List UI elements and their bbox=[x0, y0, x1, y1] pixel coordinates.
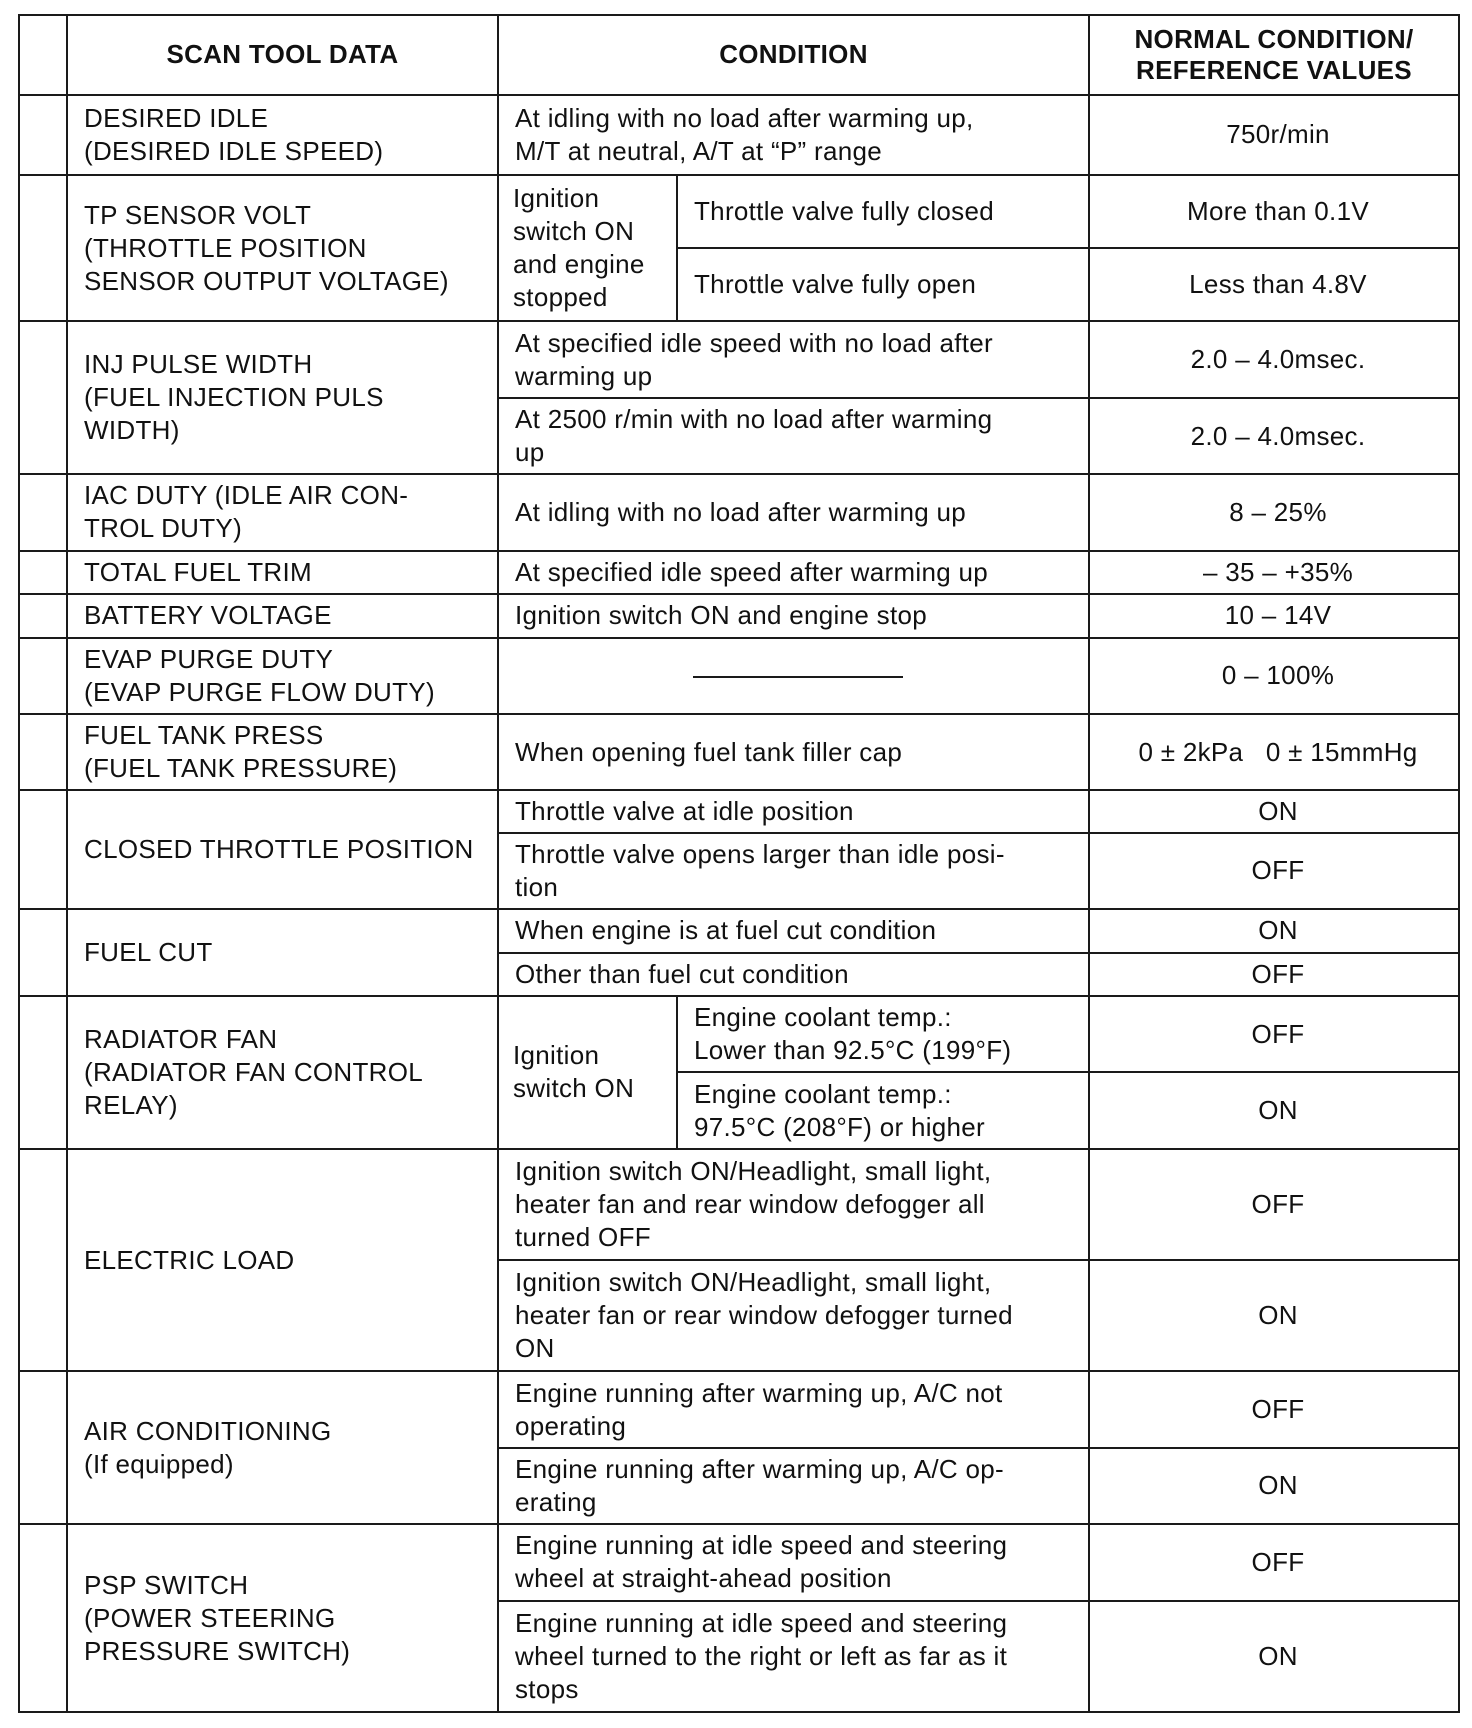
table-row bbox=[19, 638, 1459, 714]
row-marker-cell bbox=[19, 474, 67, 550]
table-row bbox=[19, 175, 1459, 248]
total-fuel-trim-condition: At specified idle speed after warming up bbox=[498, 551, 1089, 594]
closed-throttle-value-1: ON bbox=[1089, 790, 1459, 832]
air-conditioning-condition-1: Engine running after warming up, A/C not operating bbox=[498, 1371, 1089, 1447]
row-marker-cell bbox=[19, 321, 67, 474]
psp-switch-value-2: ON bbox=[1089, 1601, 1459, 1712]
radiator-fan-label: RADIATOR FAN (RADIATOR FAN CONTROL RELAY) bbox=[67, 996, 498, 1149]
row-marker-cell bbox=[19, 1149, 67, 1372]
tp-sensor-value-1: More than 0.1V bbox=[1089, 175, 1459, 248]
table-header-row bbox=[19, 15, 1459, 95]
inj-pulse-value-2: 2.0 – 4.0msec. bbox=[1089, 398, 1459, 474]
table-row bbox=[19, 551, 1459, 594]
air-conditioning-condition-2: Engine running after warming up, A/C op- erating bbox=[498, 1448, 1089, 1524]
tp-sensor-group-condition: Ignition switch ON and engine stopped bbox=[498, 175, 677, 321]
closed-throttle-condition-1: Throttle valve at idle position bbox=[498, 790, 1089, 832]
evap-purge-label: EVAP PURGE DUTY (EVAP PURGE FLOW DUTY) bbox=[67, 638, 498, 714]
air-conditioning-value-2: ON bbox=[1089, 1448, 1459, 1524]
row-marker-cell bbox=[19, 909, 67, 996]
inj-pulse-condition-2: At 2500 r/min with no load after warming up bbox=[498, 398, 1089, 474]
electric-load-label: ELECTRIC LOAD bbox=[67, 1149, 498, 1372]
electric-load-condition-2: Ignition switch ON/Headlight, small light, heater fan or rear window defogger turned ON bbox=[498, 1260, 1089, 1371]
row-marker-cell bbox=[19, 95, 67, 176]
desired-idle-label: DESIRED IDLE (DESIRED IDLE SPEED) bbox=[67, 95, 498, 176]
iac-duty-label: IAC DUTY (IDLE AIR CON- TROL DUTY) bbox=[67, 474, 498, 550]
radiator-fan-group-condition: Ignition switch ON bbox=[498, 996, 677, 1149]
scan-tool-data-table bbox=[18, 14, 1460, 1713]
table-row bbox=[19, 714, 1459, 790]
air-conditioning-label: AIR CONDITIONING (If equipped) bbox=[67, 1371, 498, 1524]
reference-values-header: NORMAL CONDITION/ REFERENCE VALUES bbox=[1089, 15, 1459, 95]
psp-switch-value-1: OFF bbox=[1089, 1524, 1459, 1600]
fuel-tank-press-condition: When opening fuel tank filler cap bbox=[498, 714, 1089, 790]
electric-load-value-2: ON bbox=[1089, 1260, 1459, 1371]
psp-switch-condition-2: Engine running at idle speed and steering wheel turned to the right or left as far as it stops bbox=[498, 1601, 1089, 1712]
row-marker-cell bbox=[19, 1371, 67, 1524]
inj-pulse-label: INJ PULSE WIDTH (FUEL INJECTION PULS WIDTH) bbox=[67, 321, 498, 474]
fuel-cut-condition-1: When engine is at fuel cut condition bbox=[498, 909, 1089, 952]
table-row bbox=[19, 95, 1459, 176]
battery-voltage-label: BATTERY VOLTAGE bbox=[67, 594, 498, 637]
table-row bbox=[19, 790, 1459, 832]
table-row bbox=[19, 909, 1459, 952]
no-condition-dash bbox=[693, 676, 903, 678]
evap-purge-condition bbox=[498, 638, 1089, 714]
tp-sensor-condition-2: Throttle valve fully open bbox=[677, 248, 1089, 321]
fuel-tank-press-label: FUEL TANK PRESS (FUEL TANK PRESSURE) bbox=[67, 714, 498, 790]
table-row bbox=[19, 996, 1459, 1072]
radiator-fan-value-2: ON bbox=[1089, 1072, 1459, 1148]
row-marker-cell bbox=[19, 1524, 67, 1712]
radiator-fan-value-1: OFF bbox=[1089, 996, 1459, 1072]
table-row bbox=[19, 1524, 1459, 1600]
total-fuel-trim-label: TOTAL FUEL TRIM bbox=[67, 551, 498, 594]
iac-duty-condition: At idling with no load after warming up bbox=[498, 474, 1089, 550]
row-marker-cell bbox=[19, 790, 67, 909]
tp-sensor-value-2: Less than 4.8V bbox=[1089, 248, 1459, 321]
table-row bbox=[19, 474, 1459, 550]
table-row bbox=[19, 1149, 1459, 1260]
psp-switch-label: PSP SWITCH (POWER STEERING PRESSURE SWITCH) bbox=[67, 1524, 498, 1712]
closed-throttle-condition-2: Throttle valve opens larger than idle posi- tion bbox=[498, 833, 1089, 909]
table-row bbox=[19, 321, 1459, 397]
fuel-cut-value-2: OFF bbox=[1089, 953, 1459, 996]
fuel-cut-label: FUEL CUT bbox=[67, 909, 498, 996]
condition-header: CONDITION bbox=[498, 15, 1089, 95]
inj-pulse-condition-1: At specified idle speed with no load after warming up bbox=[498, 321, 1089, 397]
row-marker-cell bbox=[19, 551, 67, 594]
fuel-tank-press-value: 0 ± 2kPa 0 ± 15mmHg bbox=[1089, 714, 1459, 790]
desired-idle-value: 750r/min bbox=[1089, 95, 1459, 176]
evap-purge-value: 0 – 100% bbox=[1089, 638, 1459, 714]
air-conditioning-value-1: OFF bbox=[1089, 1371, 1459, 1447]
electric-load-condition-1: Ignition switch ON/Headlight, small light, heater fan and rear window defogger all turned OFF bbox=[498, 1149, 1089, 1260]
row-marker-cell bbox=[19, 996, 67, 1149]
iac-duty-value: 8 – 25% bbox=[1089, 474, 1459, 550]
row-marker-cell bbox=[19, 175, 67, 321]
total-fuel-trim-value: – 35 – +35% bbox=[1089, 551, 1459, 594]
psp-switch-condition-1: Engine running at idle speed and steering wheel at straight-ahead position bbox=[498, 1524, 1089, 1600]
fuel-cut-value-1: ON bbox=[1089, 909, 1459, 952]
tp-sensor-condition-1: Throttle valve fully closed bbox=[677, 175, 1089, 248]
radiator-fan-condition-1: Engine coolant temp.: Lower than 92.5°C (199°F) bbox=[677, 996, 1089, 1072]
row-marker-cell bbox=[19, 594, 67, 637]
table-row bbox=[19, 1371, 1459, 1447]
closed-throttle-label: CLOSED THROTTLE POSITION bbox=[67, 790, 498, 909]
marker-header-cell bbox=[19, 15, 67, 95]
row-marker-cell bbox=[19, 638, 67, 714]
battery-voltage-value: 10 – 14V bbox=[1089, 594, 1459, 637]
row-marker-cell bbox=[19, 714, 67, 790]
tp-sensor-label: TP SENSOR VOLT (THROTTLE POSITION SENSOR OUTPUT VOLTAGE) bbox=[67, 175, 498, 321]
inj-pulse-value-1: 2.0 – 4.0msec. bbox=[1089, 321, 1459, 397]
electric-load-value-1: OFF bbox=[1089, 1149, 1459, 1260]
scan-tool-data-header: SCAN TOOL DATA bbox=[67, 15, 498, 95]
desired-idle-condition: At idling with no load after warming up, M/T at neutral, A/T at “P” range bbox=[498, 95, 1089, 176]
radiator-fan-condition-2: Engine coolant temp.: 97.5°C (208°F) or higher bbox=[677, 1072, 1089, 1148]
fuel-cut-condition-2: Other than fuel cut condition bbox=[498, 953, 1089, 996]
table-row bbox=[19, 594, 1459, 637]
battery-voltage-condition: Ignition switch ON and engine stop bbox=[498, 594, 1089, 637]
closed-throttle-value-2: OFF bbox=[1089, 833, 1459, 909]
